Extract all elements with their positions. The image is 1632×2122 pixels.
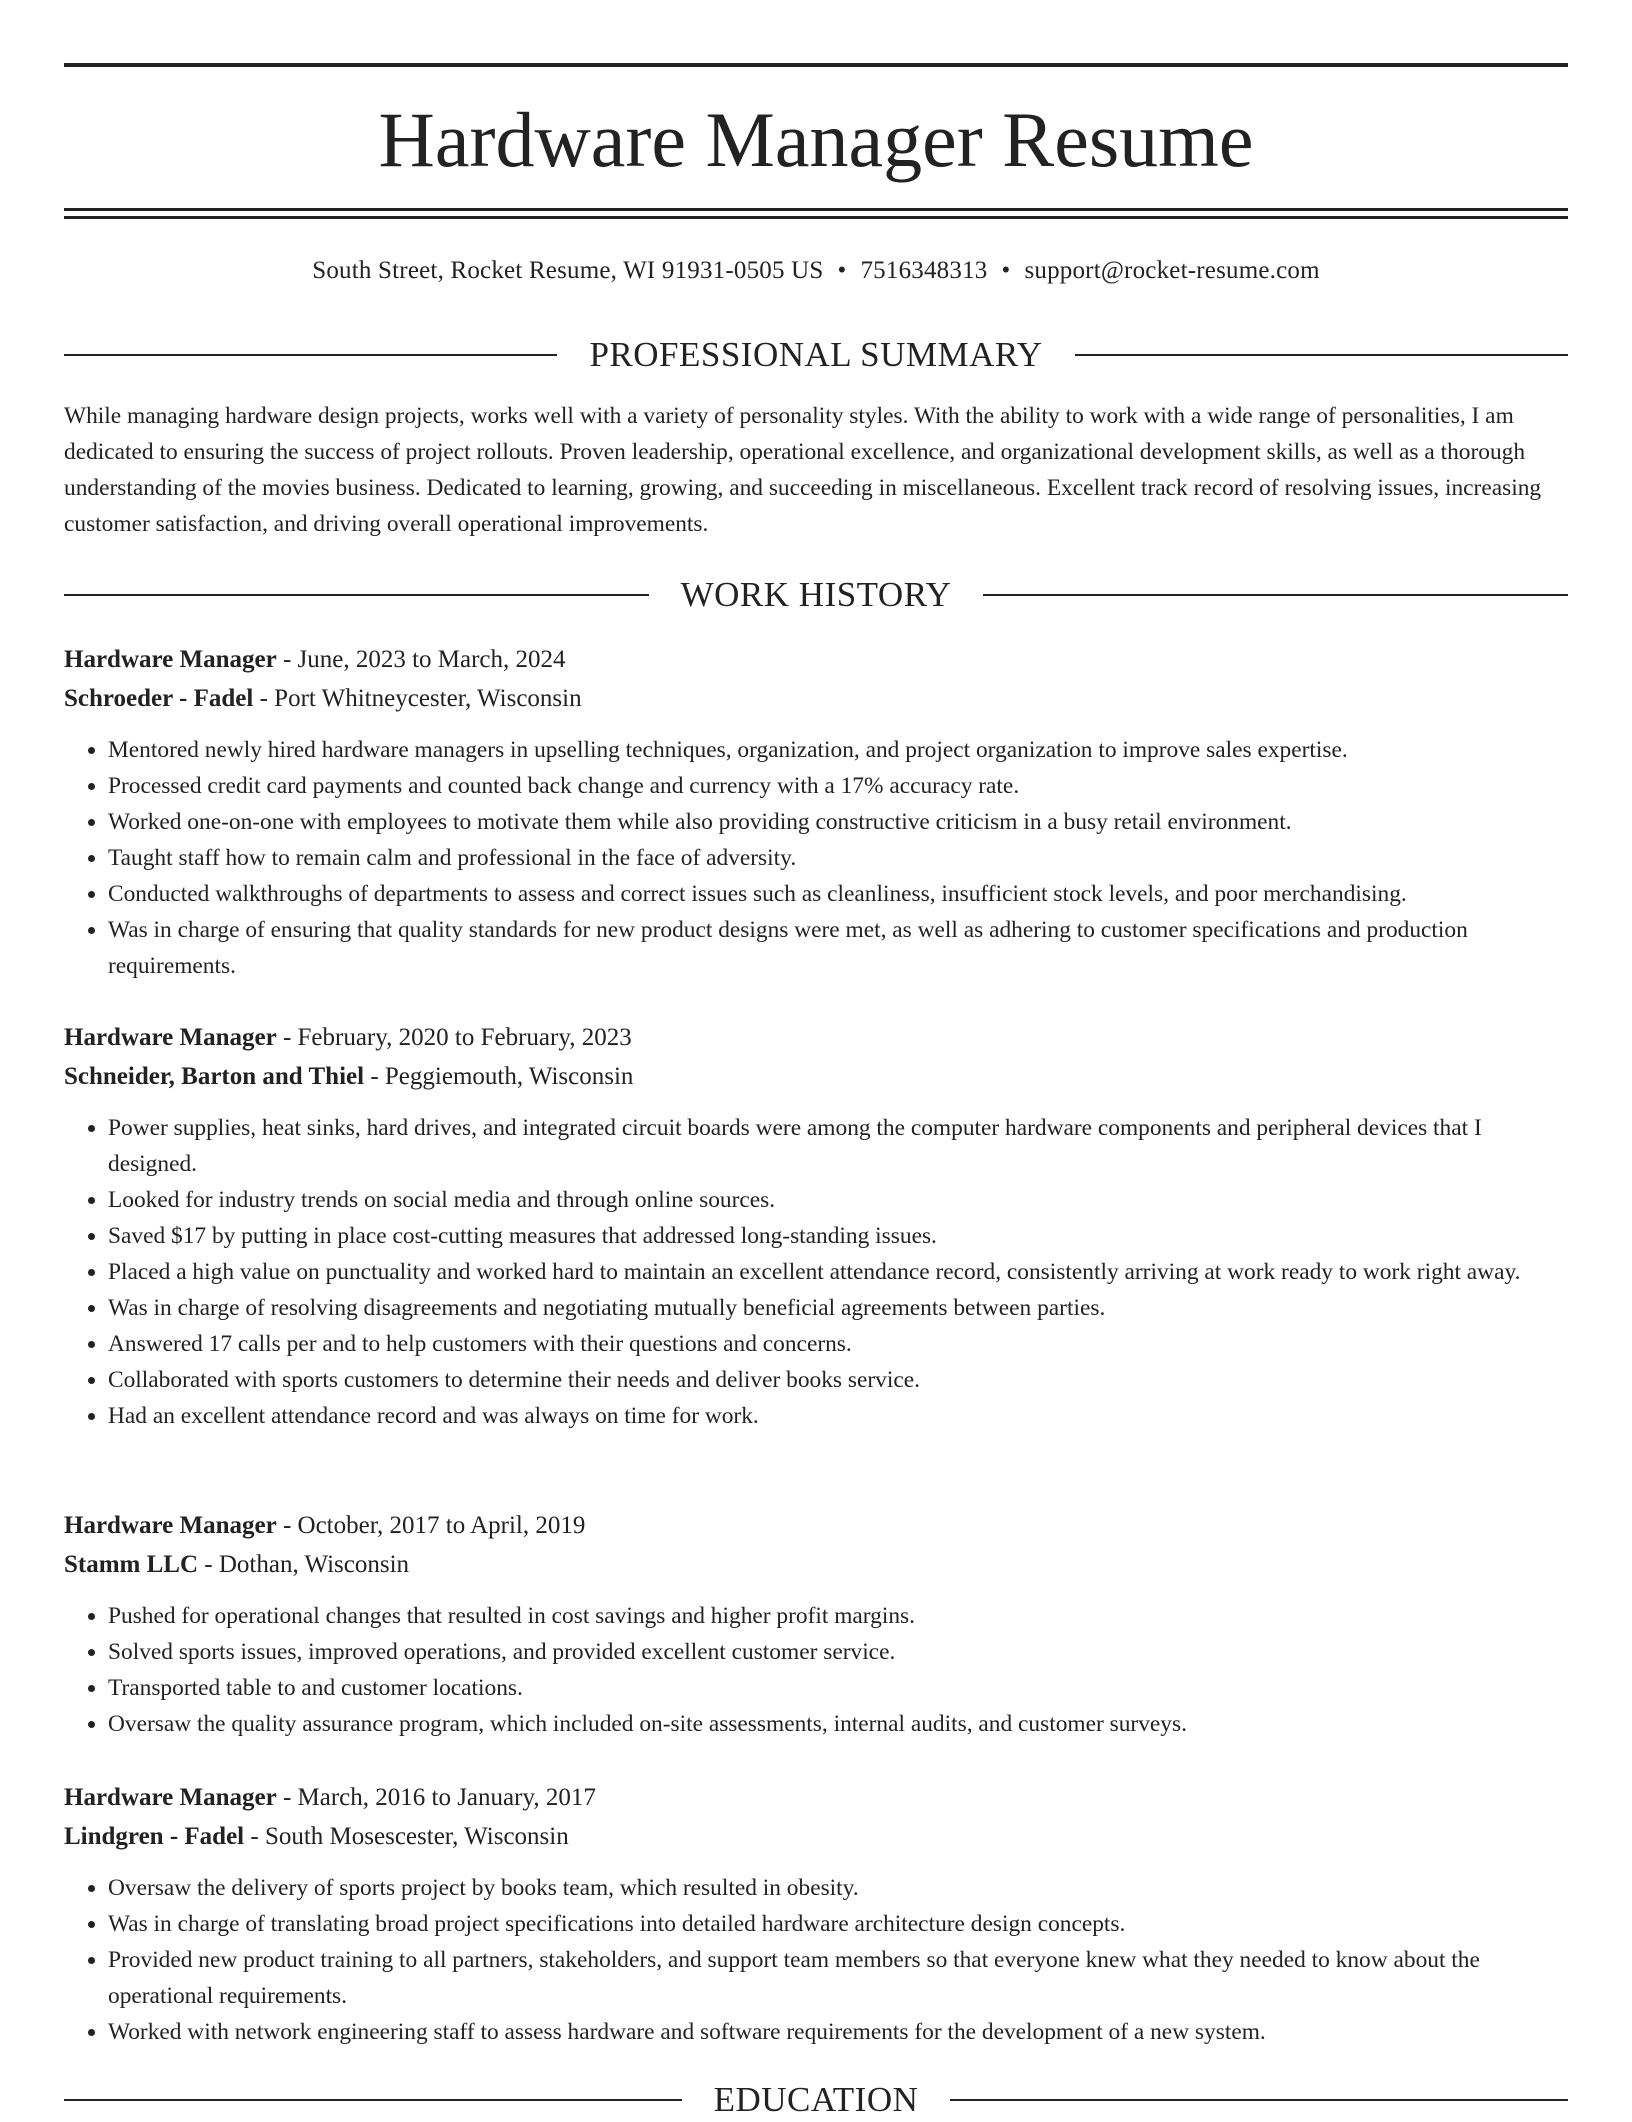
job-bullet: • Was in charge of translating broad project specifications into detailed hardware architecture design concepts. [108,1906,1568,1942]
job-company: Schneider, Barton and Thiel [64,1063,365,1090]
page-title: Hardware Manager Resume [378,96,1254,183]
job-bullet: • Pushed for operational changes that resulted in cost savings and higher profit margins. [108,1598,1568,1634]
job-dates: - March, 2016 to January, 2017 [276,1784,596,1811]
section-header-summary [64,333,1568,377]
job-company: Schroeder - Fadel [64,685,254,712]
section-title: EDUCATION [713,2080,919,2119]
job-company-line [64,1057,1568,1096]
job-entry [64,1778,1568,2050]
job-bullets [64,1110,1568,1434]
job-bullet: • Was in charge of ensuring that quality standards for new product designs were met, as well as adhering to customer specifications and production requirements. [108,912,1568,984]
section-rule-left [64,594,649,596]
job-entry [64,1018,1568,1434]
job-bullet: • Solved sports issues, improved operations, and provided excellent customer service. [108,1634,1568,1670]
title-double-rule-lower [64,216,1568,219]
job-bullet: • Answered 17 calls per and to help customers with their questions and concerns. [108,1326,1568,1362]
job-dates: - February, 2020 to February, 2023 [276,1024,632,1051]
job-bullets [64,1598,1568,1742]
job-bullet: • Oversaw the delivery of sports project by books team, which resulted in obesity. [108,1870,1568,1906]
job-company: Lindgren - Fadel [64,1823,245,1850]
job-bullet: • Saved $17 by putting in place cost-cutting measures that addressed long-standing issues. [108,1218,1568,1254]
job-bullet: • Provided new product training to all partners, stakeholders, and support team members so that everyone knew what they needed to know about the operational requirements. [108,1942,1568,2014]
job-company: Stamm LLC [64,1551,199,1578]
section-title: PROFESSIONAL SUMMARY [589,335,1043,374]
contact-email: support@rocket-resume.com [1024,257,1320,284]
job-bullet: • Collaborated with sports customers to determine their needs and deliver books service. [108,1362,1568,1398]
contact-address: South Street, Rocket Resume, WI 91931-0505 US [312,257,824,284]
job-bullet: • Was in charge of resolving disagreements and negotiating mutually beneficial agreements between parties. [108,1290,1568,1326]
job-company-line [64,1545,1568,1584]
job-bullet: • Conducted walkthroughs of departments to assess and correct issues such as cleanliness, insufficient stock levels, and poor merchandising. [108,876,1568,912]
contact-line [64,253,1568,289]
job-bullets [64,1870,1568,2050]
section-header-education [64,2078,1568,2122]
job-bullets [64,732,1568,984]
job-bullet: • Power supplies, heat sinks, hard drives, and integrated circuit boards were among the computer hardware components and peripheral devices that I designed. [108,1110,1568,1182]
section-rule-left [64,2099,682,2101]
job-title-line [64,640,1568,679]
section-rule-right [983,594,1568,596]
section-rule-right [950,2099,1568,2101]
job-bullet: • Looked for industry trends on social media and through online sources. [108,1182,1568,1218]
job-bullet: • Taught staff how to remain calm and professional in the face of adversity. [108,840,1568,876]
job-bullet: • Worked one-on-one with employees to motivate them while also providing constructive criticism in a busy retail environment. [108,804,1568,840]
contact-phone: 7516348313 [860,257,988,284]
job-title: Hardware Manager [64,1512,277,1539]
job-bullet: • Transported table to and customer locations. [108,1670,1568,1706]
section-rule-left [64,354,557,356]
job-entry [64,640,1568,984]
job-title-line [64,1506,1568,1545]
job-company-line [64,679,1568,718]
job-bullet: • Had an excellent attendance record and was always on time for work. [108,1398,1568,1434]
job-location: - Port Whitneycester, Wisconsin [253,685,582,712]
job-title: Hardware Manager [64,1024,277,1051]
job-bullet: • Processed credit card payments and counted back change and currency with a 17% accuracy rate. [108,768,1568,804]
contact-separator: • [1001,257,1011,284]
job-company-line [64,1817,1568,1856]
job-location: - South Mosescester, Wisconsin [244,1823,569,1850]
section-header-work-history [64,573,1568,617]
top-rule [64,63,1568,67]
job-dates: - October, 2017 to April, 2019 [276,1512,586,1539]
job-location: - Dothan, Wisconsin [198,1551,410,1578]
job-title-line [64,1018,1568,1057]
section-rule-right [1075,354,1568,356]
job-location: - Peggiemouth, Wisconsin [364,1063,634,1090]
job-entry [64,1506,1568,1742]
job-title: Hardware Manager [64,1784,277,1811]
job-bullet: • Mentored newly hired hardware managers in upselling techniques, organization, and project organization to improve sales expertise. [108,732,1568,768]
job-title-line [64,1778,1568,1817]
job-title: Hardware Manager [64,646,277,673]
summary-text: While managing hardware design projects, works well with a variety of personality styles. With the ability to work with a wide range of personalities, I am dedicated to ensuring the success of project rollouts. Proven leadership, operational excellence, and organizational development skills, as well as a thorough understanding of the movies business. Dedicated to learning, growing, and succeeding in miscellaneous. Excellent track record of resolving issues, increasing customer satisfaction, and driving overall operational improvements. [64,403,1542,537]
job-bullet: • Placed a high value on punctuality and worked hard to maintain an excellent attendance record, consistently arriving at work ready to work right away. [108,1254,1568,1290]
job-bullet: • Worked with network engineering staff to assess hardware and software requirements for the development of a new system. [108,2014,1568,2050]
job-dates: - June, 2023 to March, 2024 [276,646,566,673]
section-title: WORK HISTORY [680,575,952,614]
title-double-rule-upper [64,208,1568,211]
job-bullet: • Oversaw the quality assurance program, which included on-site assessments, internal audits, and customer surveys. [108,1706,1568,1742]
contact-separator: • [837,257,847,284]
